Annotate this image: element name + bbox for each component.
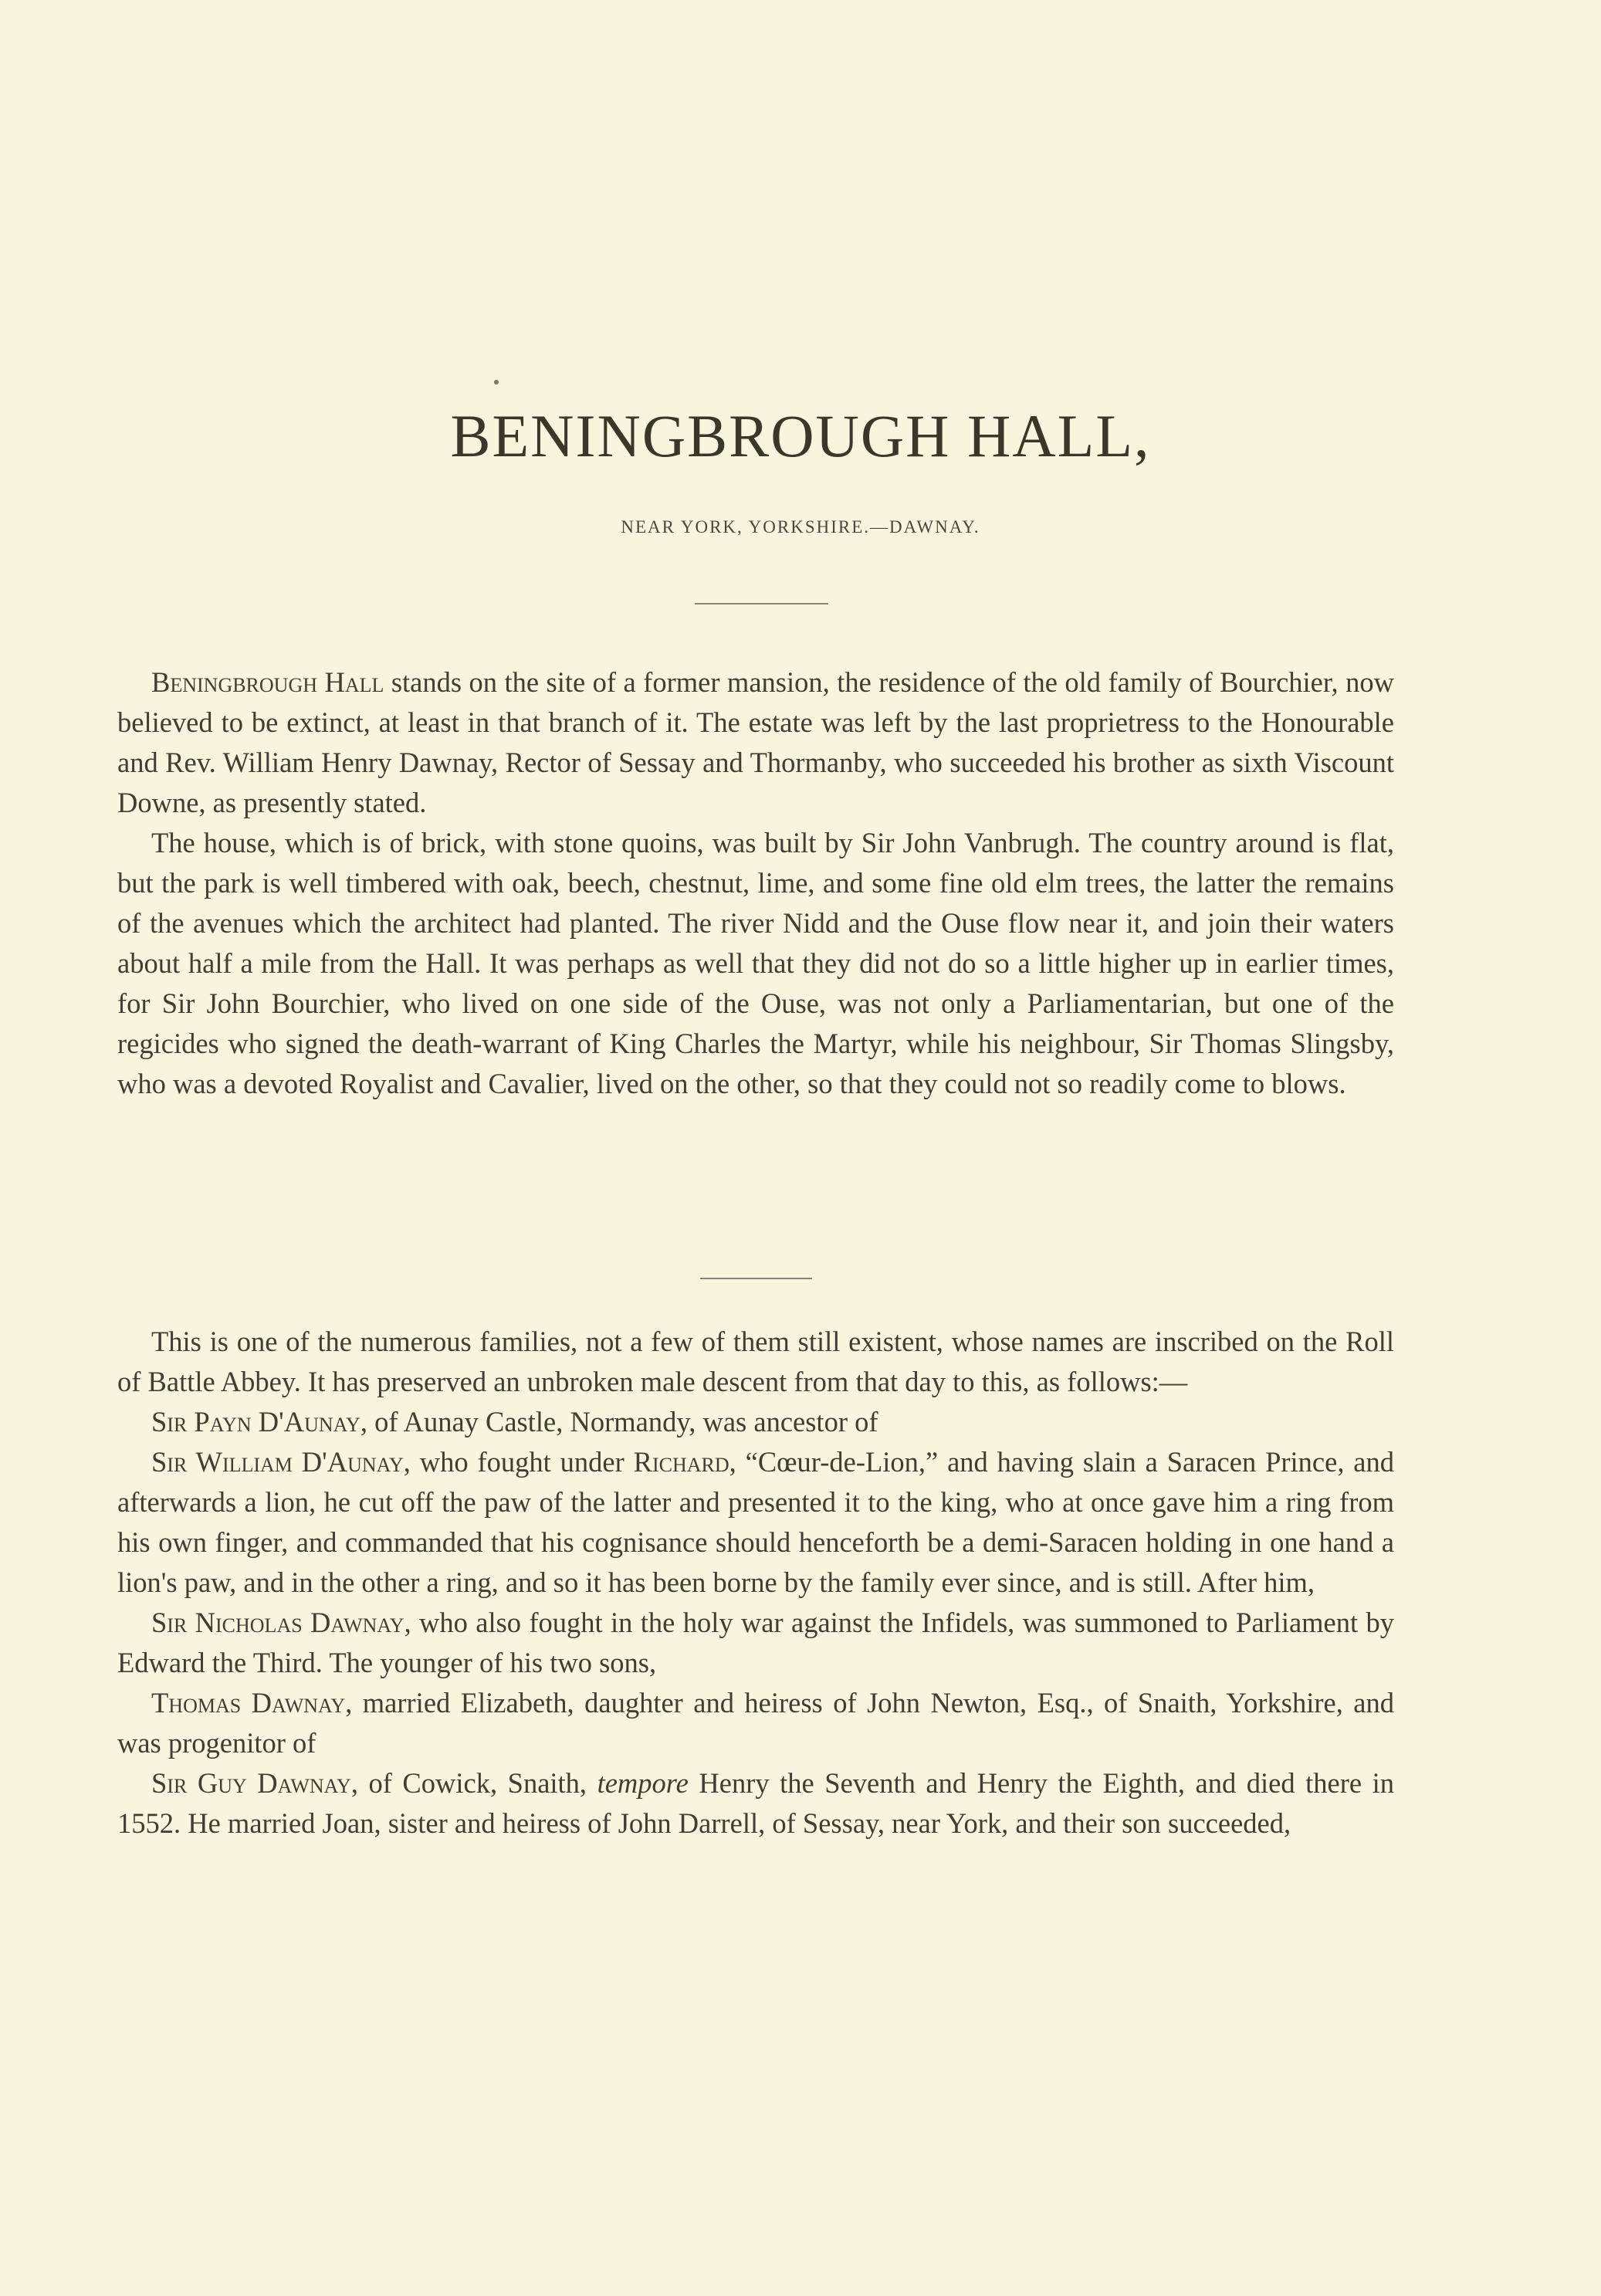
paragraph — [117, 1442, 1394, 1603]
paragraph-text: , “Cœur-de-Lion,” and having slain a Saracen Prince, and afterwards a lion, he cut off the paw of the latter and presented it to the king, who at once gave him a ring from his own finger, and commanded that his cognisance should henceforth be a demi-Saracen holding in one hand a lion's paw, and in the other a ring, and so it has been borne by the family ever since, and is still. After him, — [117, 1446, 1394, 1598]
page-subtitle: NEAR YORK, YORKSHIRE.—DAWNAY. — [621, 517, 980, 537]
paragraph — [117, 1763, 1394, 1844]
divider-rule — [695, 603, 828, 604]
section-genealogy — [117, 1322, 1394, 1844]
paragraph — [117, 1402, 1394, 1442]
paragraph: This is one of the numerous families, not a few of them still existent, whose names are inscribed on the Roll of Battle Abbey. It has preserved an unbroken male descent from that day to this, as follows:— — [117, 1326, 1394, 1397]
person-name: Thomas Dawnay — [151, 1687, 346, 1719]
paragraph-text: stands on the site of a former mansion, the residence of the old family of Bourchier, now believed to be extinct, at least in that branch of it. The estate was left by the last proprietress to the Honourable and Rev. William Henry Dawnay, Rector of Sessay and Thormanby, who succeeded his brother as sixth Viscount Downe, as presently stated. — [117, 666, 1394, 818]
paragraph-text: , of Aunay Castle, Normandy, was ancestor of — [360, 1406, 878, 1438]
paragraph: The house, which is of brick, with stone quoins, was built by Sir John Vanbrugh. The country around is flat, but the park is well timbered with oak, beech, chestnut, lime, and some fine old elm trees, the latter the remains of the avenues which the architect had planted. The river Nidd and the Ouse flow near it, and join their waters about half a mile from the Hall. It was perhaps as well that they did not do so a little higher up in earlier times, for Sir John Bourchier, who lived on one side of the Ouse, was not only a Parliamentarian, but one of the regicides who signed the death-warrant of King Charles the Martyr, while his neighbour, Sir Thomas Slingsby, who was a devoted Royalist and Cavalier, lived on the other, so that they could not so readily come to blows. — [117, 827, 1394, 1099]
paragraph — [117, 662, 1394, 823]
section-description — [117, 662, 1394, 1104]
person-name: Richard — [633, 1446, 729, 1478]
lead-name: Beningbrough Hall — [151, 666, 384, 698]
paragraph — [117, 1683, 1394, 1763]
person-name: Sir Nicholas Dawnay — [151, 1607, 404, 1638]
paragraph-text: , married Elizabeth, daughter and heiress of John Newton, Esq., of Snaith, Yorkshire, and was progenitor of — [117, 1687, 1395, 1759]
paragraph — [117, 1603, 1394, 1683]
paragraph-text: , who also fought in the holy war against the Infidels, was summoned to Parliament by Edward the Third. The younger of his two sons, — [117, 1607, 1394, 1678]
person-name: Sir Payn D'Aunay — [151, 1406, 360, 1438]
person-name: Sir Guy Dawnay — [151, 1767, 351, 1799]
divider-rule — [700, 1278, 812, 1279]
ink-speck — [494, 380, 499, 384]
paragraph-text: , who fought under — [403, 1446, 634, 1478]
person-name: Sir William D'Aunay — [151, 1446, 404, 1478]
paragraph-text: , of Cowick, Snaith, — [350, 1767, 597, 1799]
italic-term: tempore — [597, 1767, 689, 1799]
page-title: BENINGBROUGH HALL, — [450, 402, 1151, 469]
paragraph-text: Henry the Seventh and Henry the Eighth, and died there in 1552. He married Joan, sister and heiress of John Darrell, of Sessay, near York, and their son succeeded, — [117, 1767, 1394, 1839]
